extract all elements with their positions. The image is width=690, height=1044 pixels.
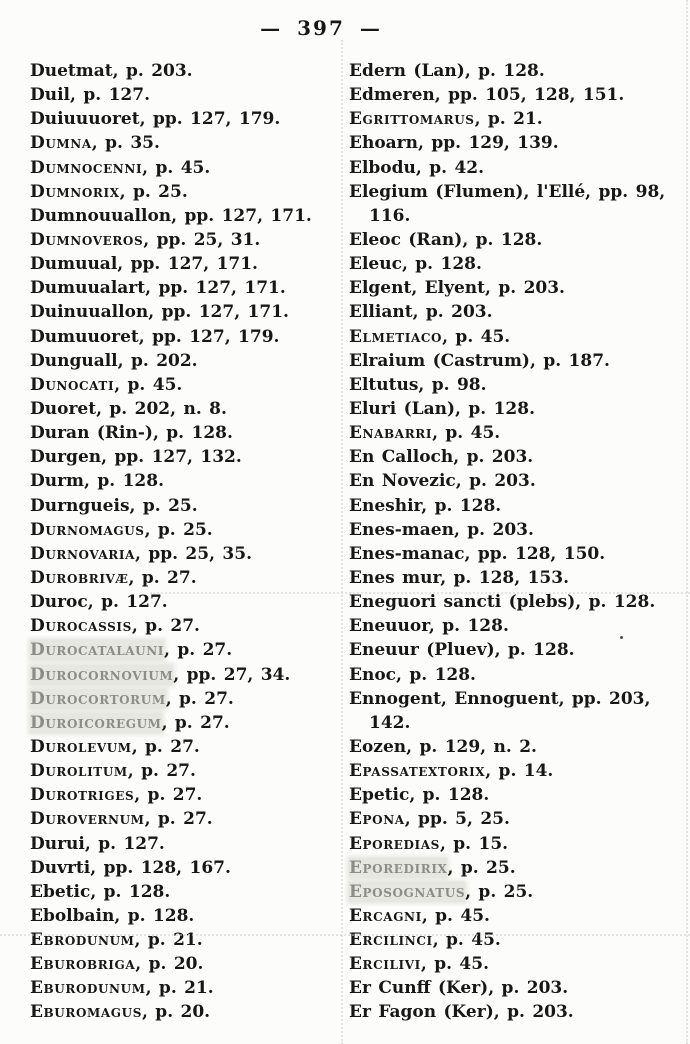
entry-page-refs: , p. 128. <box>409 785 490 806</box>
entry-page-refs: , p. 127. <box>87 592 168 613</box>
entry-page-refs: 116. <box>369 205 411 226</box>
index-entry <box>349 783 687 807</box>
entry-headword: Durovernum <box>30 809 145 830</box>
page-number-header: — 397 — <box>260 16 382 40</box>
index-entry <box>30 469 344 493</box>
entry-headword: Elmetiaco <box>349 326 443 347</box>
entry-page-refs: , p. 202, n. 8. <box>96 398 227 419</box>
entry-page-refs: , p. 128. <box>421 495 502 516</box>
entry-page-refs: , Elyent, p. 203. <box>411 278 565 299</box>
entry-headword: Durolevum <box>30 736 132 757</box>
index-entry <box>30 759 344 783</box>
entry-headword: Ebetic <box>30 881 91 902</box>
entry-headword: Durocatalauni <box>30 640 165 661</box>
entry-page-refs: , p. 203. <box>412 302 493 323</box>
entry-headword: Durnomagus <box>30 519 145 540</box>
entry-headword: Eltutus <box>349 374 419 395</box>
entry-headword: Duran (Rin-) <box>30 423 153 444</box>
entry-page-refs: , p. 20. <box>141 1002 211 1023</box>
entry-page-refs: , p. 98. <box>418 374 487 395</box>
entry-headword: Ebrodunum <box>30 930 135 951</box>
entry-headword: Durotriges <box>30 785 135 806</box>
scan-artifact-divider <box>341 40 343 1044</box>
entry-headword: Egrittomarus <box>349 109 475 130</box>
index-entry <box>349 976 687 1000</box>
index-entry <box>30 180 344 204</box>
entry-headword: Duinuuallon <box>30 302 149 323</box>
entry-page-refs: , p. 203. <box>488 978 569 999</box>
scan-artifact-line <box>0 934 690 936</box>
index-entry <box>349 349 687 373</box>
ink-speck <box>620 636 623 639</box>
index-entry <box>349 180 687 204</box>
index-entry <box>30 445 344 469</box>
entry-headword: Enabarri <box>349 423 433 444</box>
entry-page-refs: , pp. 5, 25. <box>404 809 510 830</box>
entry-page-refs: , Ennoguent, pp. 203, <box>440 688 651 709</box>
index-entry <box>30 952 344 976</box>
index-entry <box>30 542 344 566</box>
index-entry <box>30 518 344 542</box>
entry-page-refs: , p. 27. <box>164 640 233 661</box>
entry-page-refs: , p. 202. <box>117 350 198 371</box>
entry-headword: Dunocati <box>30 374 115 395</box>
scan-artifact-edge <box>686 0 688 1044</box>
index-entry <box>349 228 687 252</box>
entry-page-refs: , p. 45. <box>142 157 211 178</box>
entry-page-refs: , pp. 129, 139. <box>418 133 559 154</box>
entry-page-refs: , p. 128. <box>494 640 575 661</box>
index-entry <box>349 807 687 831</box>
entry-page-refs: , pp. 25, 35. <box>134 543 253 564</box>
index-entry <box>349 494 687 518</box>
entry-headword: Dumuuoret <box>30 326 139 347</box>
index-entry <box>30 783 344 807</box>
entry-headword: Dumnorix <box>30 181 120 202</box>
entry-headword: Eposognatus <box>349 881 466 902</box>
entry-page-refs: , p. 27. <box>161 712 230 733</box>
entry-page-refs: , p. 203. <box>455 471 536 492</box>
entry-headword: Durnovaria <box>30 543 135 564</box>
index-entry <box>30 252 344 276</box>
entry-headword: Duroicoregum <box>30 712 162 733</box>
entry-headword: Durngueis <box>30 495 130 516</box>
entry-page-refs: , pp. 127, 171. <box>171 205 312 226</box>
entry-page-refs: , p. 27. <box>131 736 200 757</box>
entry-page-refs: , p. 42. <box>415 157 485 178</box>
entry-page-refs: , p. 45. <box>421 905 490 926</box>
entry-page-refs: , pp. 127, 179. <box>138 326 280 347</box>
index-entry <box>349 856 687 880</box>
entry-page-refs: , p. 128. <box>114 905 195 926</box>
entry-headword: Duil <box>30 85 71 106</box>
index-entry <box>349 59 687 83</box>
index-entry <box>349 469 687 493</box>
entry-page-refs: , p. 25. <box>465 881 534 902</box>
entry-headword: Durui <box>30 833 85 854</box>
index-entry <box>30 976 344 1000</box>
entry-headword: Enoc <box>349 664 397 685</box>
entry-headword: Eozen <box>349 736 407 757</box>
entry-page-refs: , p. 21. <box>474 109 543 130</box>
index-entry <box>30 1000 344 1024</box>
entry-headword: Eporedirix <box>349 857 448 878</box>
entry-headword: Eburomagus <box>30 1002 142 1023</box>
entry-page-refs: , p. 128. <box>464 61 545 81</box>
entry-page-refs: , p. 45. <box>420 954 490 975</box>
index-entry <box>349 276 687 300</box>
entry-headword: Durocortorum <box>30 688 166 709</box>
entry-headword: Ebolbain <box>30 905 115 926</box>
index-entry <box>349 735 687 759</box>
index-entry <box>30 156 344 180</box>
index-entry <box>349 759 687 783</box>
index-entry <box>349 83 687 107</box>
entry-headword: Eburodunum <box>30 978 146 999</box>
index-entry <box>349 542 687 566</box>
entry-page-refs: , p. 25. <box>144 519 213 540</box>
index-entry <box>349 252 687 276</box>
entry-page-refs: , p. 25. <box>129 495 198 516</box>
index-entry <box>30 614 344 638</box>
index-entry <box>349 421 687 445</box>
index-entry <box>30 663 344 687</box>
index-entry-continuation <box>349 204 687 228</box>
index-entry <box>349 832 687 856</box>
index-entry <box>30 349 344 373</box>
entry-headword: Eneuur (Pluev) <box>349 640 495 661</box>
index-entry <box>349 373 687 397</box>
entry-headword: Epetic <box>349 785 410 806</box>
entry-headword: Duoret <box>30 398 97 419</box>
entry-page-refs: , l'Ellé, pp. 98, <box>523 181 666 202</box>
index-entry <box>30 204 344 228</box>
entry-page-refs: , p. 45. <box>432 930 501 951</box>
index-entry <box>349 663 687 687</box>
entry-headword: Duroc <box>30 592 88 613</box>
entry-headword: Duiuuuoret <box>30 109 140 130</box>
entry-page-refs: , p. 128, 153. <box>440 567 569 588</box>
entry-headword: Dunguall <box>30 350 118 371</box>
index-entry <box>349 566 687 590</box>
entry-page-refs: , p. 203. <box>112 61 193 81</box>
index-entry <box>30 856 344 880</box>
entry-page-refs: , pp. 25, 31. <box>143 229 261 250</box>
entry-page-refs: , pp. 127, 132. <box>101 447 242 468</box>
index-entry <box>30 880 344 904</box>
entry-page-refs: , pp. 27, 34. <box>173 664 291 685</box>
entry-page-refs: , pp. 127, 171. <box>148 302 289 323</box>
entry-page-refs: , p. 129, n. 2. <box>406 736 537 757</box>
entry-page-refs: , p. 25. <box>119 181 188 202</box>
index-entry <box>349 638 687 662</box>
entry-headword: Eporedias <box>349 833 440 854</box>
entry-page-refs: , p. 203. <box>453 519 534 540</box>
index-entry <box>349 445 687 469</box>
entry-page-refs: , p. 128. <box>455 398 535 419</box>
entry-page-refs: , p. 25. <box>447 857 516 878</box>
entry-page-refs: , pp. 127, 179. <box>139 109 281 130</box>
index-entry <box>30 711 344 735</box>
entry-headword: Eneuuor <box>349 616 429 637</box>
entry-headword: Durolitum <box>30 761 128 782</box>
index-entry <box>30 638 344 662</box>
entry-headword: Enes-maen <box>349 519 454 540</box>
entry-headword: En Calloch <box>349 447 454 468</box>
entry-headword: Dumnoveros <box>30 229 144 250</box>
entry-page-refs: , p. 128. <box>428 616 509 637</box>
entry-page-refs: , p. 128. <box>90 881 171 902</box>
entry-headword: Duvrti <box>30 857 91 878</box>
entry-headword: Durobrivæ <box>30 567 129 588</box>
entry-page-refs: , p. 27. <box>165 688 234 709</box>
entry-page-refs: , p. 128. <box>84 471 165 492</box>
entry-headword: Eleuc <box>349 254 402 275</box>
index-entry <box>349 325 687 349</box>
entry-page-refs: , p. 35. <box>91 133 160 154</box>
entry-page-refs: , p. 27. <box>131 616 200 637</box>
index-entry <box>30 421 344 445</box>
entry-headword: Durgen <box>30 447 102 468</box>
index-entry <box>30 276 344 300</box>
index-entry <box>349 156 687 180</box>
entry-page-refs: , p. 20. <box>135 954 204 975</box>
index-entry <box>30 807 344 831</box>
index-entry <box>30 59 344 83</box>
index-entry <box>30 300 344 324</box>
index-entry <box>30 373 344 397</box>
index-column-left <box>30 59 344 1025</box>
entry-page-refs: , p. 203. <box>493 1002 574 1023</box>
entry-page-refs: , p. 128. <box>401 254 482 275</box>
entry-headword: Ennogent <box>349 688 441 709</box>
index-entry <box>30 735 344 759</box>
index-entry <box>30 928 344 952</box>
entry-headword: Ercilinci <box>349 930 433 951</box>
index-entry <box>30 904 344 928</box>
entry-headword: Eneshir <box>349 495 422 516</box>
entry-headword: Elgent <box>349 278 412 299</box>
index-entry <box>30 131 344 155</box>
index-entry <box>349 1000 687 1024</box>
entry-headword: Elliant <box>349 302 413 323</box>
entry-headword: En Novezic <box>349 471 456 492</box>
index-entry <box>30 228 344 252</box>
entry-page-refs: , p. 14. <box>485 761 554 782</box>
entry-page-refs: , p. 128. <box>396 664 476 685</box>
entry-headword: Ercagni <box>349 905 422 926</box>
entry-headword: Edmeren <box>349 85 435 106</box>
entry-headword: Epassatextorix <box>349 761 486 782</box>
entry-page-refs: , p. 27. <box>144 809 213 830</box>
index-entry <box>30 397 344 421</box>
entry-page-refs: , p. 21. <box>134 930 203 951</box>
index-entry <box>349 880 687 904</box>
index-entry <box>30 83 344 107</box>
index-entry <box>349 518 687 542</box>
entry-page-refs: , p. 27. <box>134 785 203 806</box>
entry-headword: Duetmat <box>30 61 113 81</box>
entry-headword: Dumnocenni <box>30 157 143 178</box>
index-entry <box>349 904 687 928</box>
index-entry <box>349 928 687 952</box>
entry-headword: Ehoarn <box>349 133 418 154</box>
index-entry <box>349 614 687 638</box>
entry-headword: Enes-manac <box>349 543 465 564</box>
entry-headword: Durocassis <box>30 616 132 637</box>
entry-page-refs: , p. 128. <box>152 423 233 444</box>
entry-page-refs: , p. 27. <box>128 567 197 588</box>
entry-page-refs: , p. 128. <box>575 592 656 613</box>
entry-headword: Er Cunff (Ker) <box>349 978 489 999</box>
entry-headword: Eluri (Lan) <box>349 398 456 419</box>
entry-page-refs: , p. 128. <box>462 229 543 250</box>
index-entry-continuation <box>349 711 687 735</box>
entry-headword: Eleoc (Ran) <box>349 229 463 250</box>
entry-headword: Elraium (Castrum) <box>349 350 530 371</box>
index-entry <box>349 397 687 421</box>
index-column-right <box>349 59 687 1025</box>
entry-headword: Dumna <box>30 133 92 154</box>
index-entry <box>30 687 344 711</box>
entry-headword: Elegium (Flumen) <box>349 181 524 202</box>
index-entry <box>349 300 687 324</box>
index-entry <box>30 566 344 590</box>
index-entry <box>30 325 344 349</box>
entry-page-refs: , p. 21. <box>145 978 214 999</box>
entry-page-refs: , pp. 105, 128, 151. <box>434 85 625 106</box>
entry-headword: Dumuualart <box>30 278 146 299</box>
entry-headword: Eneguori sancti (plebs) <box>349 592 576 613</box>
entry-headword: Ercilivi <box>349 954 421 975</box>
entry-headword: Durocornovium <box>30 664 174 685</box>
entry-page-refs: 142. <box>369 712 411 733</box>
entry-page-refs: , p. 187. <box>529 350 610 371</box>
entry-page-refs: , p. 127. <box>84 833 165 854</box>
scan-artifact-line <box>150 592 690 594</box>
entry-page-refs: , p. 15. <box>439 833 509 854</box>
entry-page-refs: , p. 45. <box>432 423 501 444</box>
entry-headword: Eburobriga <box>30 954 136 975</box>
index-entry <box>349 687 687 711</box>
index-entry <box>349 131 687 155</box>
entry-headword: Elbodu <box>349 157 416 178</box>
index-entry <box>30 107 344 131</box>
entry-headword: Dumuual <box>30 254 118 275</box>
index-entry <box>30 832 344 856</box>
entry-page-refs: , p. 45. <box>114 374 183 395</box>
entry-page-refs: , p. 127. <box>70 85 150 106</box>
entry-headword: Dumnouuallon <box>30 205 172 226</box>
index-entry <box>30 494 344 518</box>
entry-headword: Epona <box>349 809 405 830</box>
entry-page-refs: , pp. 127, 171. <box>117 254 258 275</box>
entry-headword: Durm <box>30 471 85 492</box>
entry-page-refs: , pp. 128, 167. <box>90 857 231 878</box>
entry-page-refs: , p. 45. <box>442 326 511 347</box>
entry-headword: Er Fagon (Ker) <box>349 1002 494 1023</box>
entry-page-refs: , pp. 127, 171. <box>145 278 286 299</box>
entry-page-refs: , p. 203. <box>453 447 534 468</box>
entry-page-refs: , p. 27. <box>127 761 196 782</box>
entry-headword: Enes mur <box>349 567 441 588</box>
index-entry <box>349 952 687 976</box>
entry-headword: Edern (Lan) <box>349 61 465 81</box>
index-entry <box>349 107 687 131</box>
entry-page-refs: , pp. 128, 150. <box>464 543 606 564</box>
